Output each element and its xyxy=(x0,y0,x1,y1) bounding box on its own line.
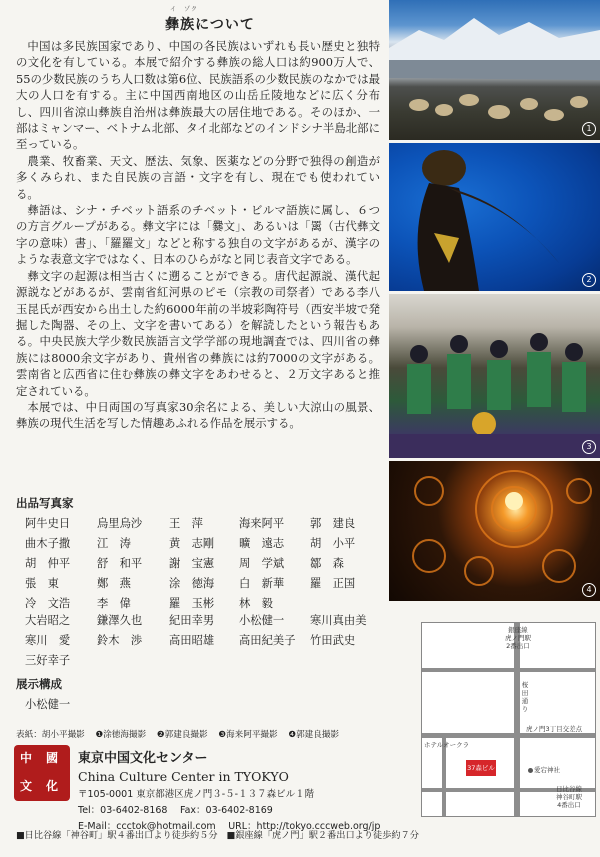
photographer-name: 寒川真由美 xyxy=(310,614,367,627)
photographer-name: 鈴木 渉 xyxy=(97,634,143,647)
name-row xyxy=(25,652,380,672)
photo-number-badge: 1 xyxy=(582,122,596,136)
photo-credits xyxy=(16,728,396,740)
paragraph: 中国は多民族国家であり、中国の各民族はいずれも長い歴史と独特の文化を有している。本展で紹介する彝族の総人口は約900万人で、55の少数民族のうち人口数は第6位、民族語系の少数民族のなかでは最大の人口を有する。主に中国西南地区の山岳丘陵地などに広く分布し、四川省涼山彝族自治州は彝族最大の居住地である。そのほか、一部はミャンマー、ベトナム北部、タイ北部などのインドシナ半島北部に至っている。 xyxy=(16,39,380,152)
photographer-name: 竹田武史 xyxy=(310,634,356,647)
cover-credit: 表紙：胡小平撮影 xyxy=(16,730,85,740)
photographer-name: 紀田幸男 xyxy=(169,614,215,627)
map-label-intersection: 虎ノ門3丁目交差点 xyxy=(526,725,583,733)
center-logo-seal: 中 國 文 化 xyxy=(14,745,70,801)
photo-credit: ❸海来阿平撮影 xyxy=(218,730,278,740)
photographer-name: 鄭 燕 xyxy=(97,577,131,590)
photographer-name: 鎌澤久也 xyxy=(97,614,143,627)
photographer-name: 鄒 森 xyxy=(310,557,344,570)
access-line: ■日比谷線「神谷町」駅４番出口より徒歩約５分 xyxy=(16,830,218,841)
map-label-shrine: 愛宕神社 xyxy=(534,766,560,774)
photographer-name: 張 東 xyxy=(25,577,59,590)
photographer-name: 周 学斌 xyxy=(239,557,285,570)
photographer-name: 王 萍 xyxy=(169,517,203,530)
map-building-marker: 37森ビル xyxy=(466,760,496,776)
page-title: イ ゾク 彝族について xyxy=(165,6,255,33)
access-line: ■銀座線「虎ノ門」駅２番出口より徒歩約７分 xyxy=(226,830,419,841)
name-row xyxy=(25,575,380,595)
photographer-name: 曠 遠志 xyxy=(239,537,285,550)
map-label-hotel: ホテルオークラ xyxy=(424,741,470,749)
photographer-name: 三好幸子 xyxy=(25,654,71,667)
org-name-jp: 東京中国文化センター xyxy=(78,751,208,766)
photographer-name: 寒川 愛 xyxy=(25,634,71,647)
paragraph: 彝文字の起源は相当古くに遡ることができる。唐代起源説、漢代起源説などがあるが、雲南省紅河県のピモ（宗教の司祭者）である李八玉昆氏が西安から出土した約6000年前の半坡彩陶符号（西安半坡で発掘した陶器、その上、文字を書いてある）を解読したという報告もある。中央民族大学少数民族語言文学学部の現地調査では、四川省の彝族には8000余文字があり、貴州省の彝族には約7000の文字がある。雲南省と広西省に住む彝族の彝文字をあわせると、２万文字あると推定されている。 xyxy=(16,268,380,398)
website-link[interactable]: URL：http://tokyo.cccweb.org/jp xyxy=(228,821,381,832)
org-name-en: China Culture Center in TYOKYO xyxy=(78,769,289,784)
photographer-name: 烏里烏沙 xyxy=(97,517,143,530)
shrine-icon xyxy=(528,768,533,773)
photo-ritual-drum xyxy=(389,143,600,291)
photographer-name: 小松健一 xyxy=(239,614,285,627)
name-row xyxy=(25,515,380,535)
map-label-ginza: 銀座線 虎ノ門駅 2番出口 xyxy=(505,626,531,650)
photo-number-badge: 3 xyxy=(582,440,596,454)
photographer-name: 舒 和平 xyxy=(97,557,143,570)
photo-number-badge: 4 xyxy=(582,583,596,597)
map-label-hibiya: 日比谷線 神谷町駅 4番出口 xyxy=(556,785,582,809)
photographer-name: 羅 正国 xyxy=(310,577,356,590)
org-address: 〒105-0001 東京都港区虎ノ門３-５-１３７森ビル１階 xyxy=(78,789,315,800)
paragraph: 本展では、中日両国の写真家30余名による、美しい大涼山の風景、彝族の現代生活を写した情趣あふれる作品を展示する。 xyxy=(16,399,380,431)
map-road xyxy=(422,733,595,738)
article-body xyxy=(16,38,380,432)
photographer-name: 謝 宝憲 xyxy=(169,557,215,570)
photographer-name: 林 毅 xyxy=(239,597,273,610)
photographer-name: 李 偉 xyxy=(97,597,131,610)
title-ruby: イ ゾク xyxy=(170,6,198,13)
access-directions xyxy=(16,827,596,841)
photographer-name: 海来阿平 xyxy=(239,517,285,530)
photographer-name: 高田昭雄 xyxy=(169,634,215,647)
photographers-heading: 出品写真家 xyxy=(16,496,74,510)
name-row xyxy=(25,612,380,632)
access-map xyxy=(421,622,596,817)
photographer-name: 阿牛史日 xyxy=(25,517,71,530)
photographer-name: 江 涛 xyxy=(97,537,131,550)
photographer-name: 胡 仲平 xyxy=(25,557,71,570)
photo-number-badge: 2 xyxy=(582,273,596,287)
photo-credit: ❹郭建良撮影 xyxy=(288,730,340,740)
map-label-road: 桜田通り xyxy=(521,681,529,713)
photo-torch-festival xyxy=(389,461,600,601)
email-link[interactable]: E-Mail：ccctok@hotmail.com xyxy=(78,821,216,832)
paragraph: 農業、牧畜業、天文、歴法、気象、医薬などの分野で独得の創造が多くみられ、また自民族の言語・文字を有し、現在でも使われている。 xyxy=(16,153,380,201)
photographer-name: 高田紀美子 xyxy=(239,634,296,647)
photographer-name: 郭 建良 xyxy=(310,517,356,530)
photographer-name: 曲木子撒 xyxy=(25,537,71,550)
photographer-name: 黄 志剛 xyxy=(169,537,215,550)
organization-info xyxy=(78,747,380,832)
photo-2-scene xyxy=(389,143,600,291)
photographer-name: 白 新華 xyxy=(239,577,285,590)
name-row xyxy=(25,632,380,652)
photographer-name: 羅 玉彬 xyxy=(169,597,215,610)
photographer-name: 胡 小平 xyxy=(310,537,356,550)
photo-1-scene xyxy=(389,0,600,140)
photo-credit: ❶涂徳海撮影 xyxy=(95,730,147,740)
photographer-name: 涂 徳海 xyxy=(169,577,215,590)
photo-3-scene xyxy=(389,294,600,458)
composer-name: 小松健一 xyxy=(25,698,71,711)
name-row xyxy=(25,535,380,555)
org-phone: Tel：03-6402-8168 Fax：03-6402-8169 xyxy=(78,805,273,816)
composition-name xyxy=(25,696,380,712)
photo-4-scene xyxy=(389,461,600,601)
photo-festival-crowd xyxy=(389,294,600,458)
paragraph: 彝語は、シナ・チベット語系のチベット・ビルマ語族に属し、６つの方言グループがある。彝文字には「爨文」、あるいは「䍠（古代彝文字の意味）書」、「羅羅文」などと称する独自の文字があるが、漢字のような表意文字ではなく、日本のひらがなと同じ表音文字である。 xyxy=(16,203,380,267)
name-row xyxy=(25,555,380,575)
photo-mountain-sheep xyxy=(389,0,600,140)
photographer-name: 大岩昭之 xyxy=(25,614,71,627)
photo-credit: ❷郭建良撮影 xyxy=(156,730,208,740)
photographer-name: 冷 文浩 xyxy=(25,597,71,610)
map-road xyxy=(422,668,595,672)
composition-heading: 展示構成 xyxy=(16,677,62,691)
